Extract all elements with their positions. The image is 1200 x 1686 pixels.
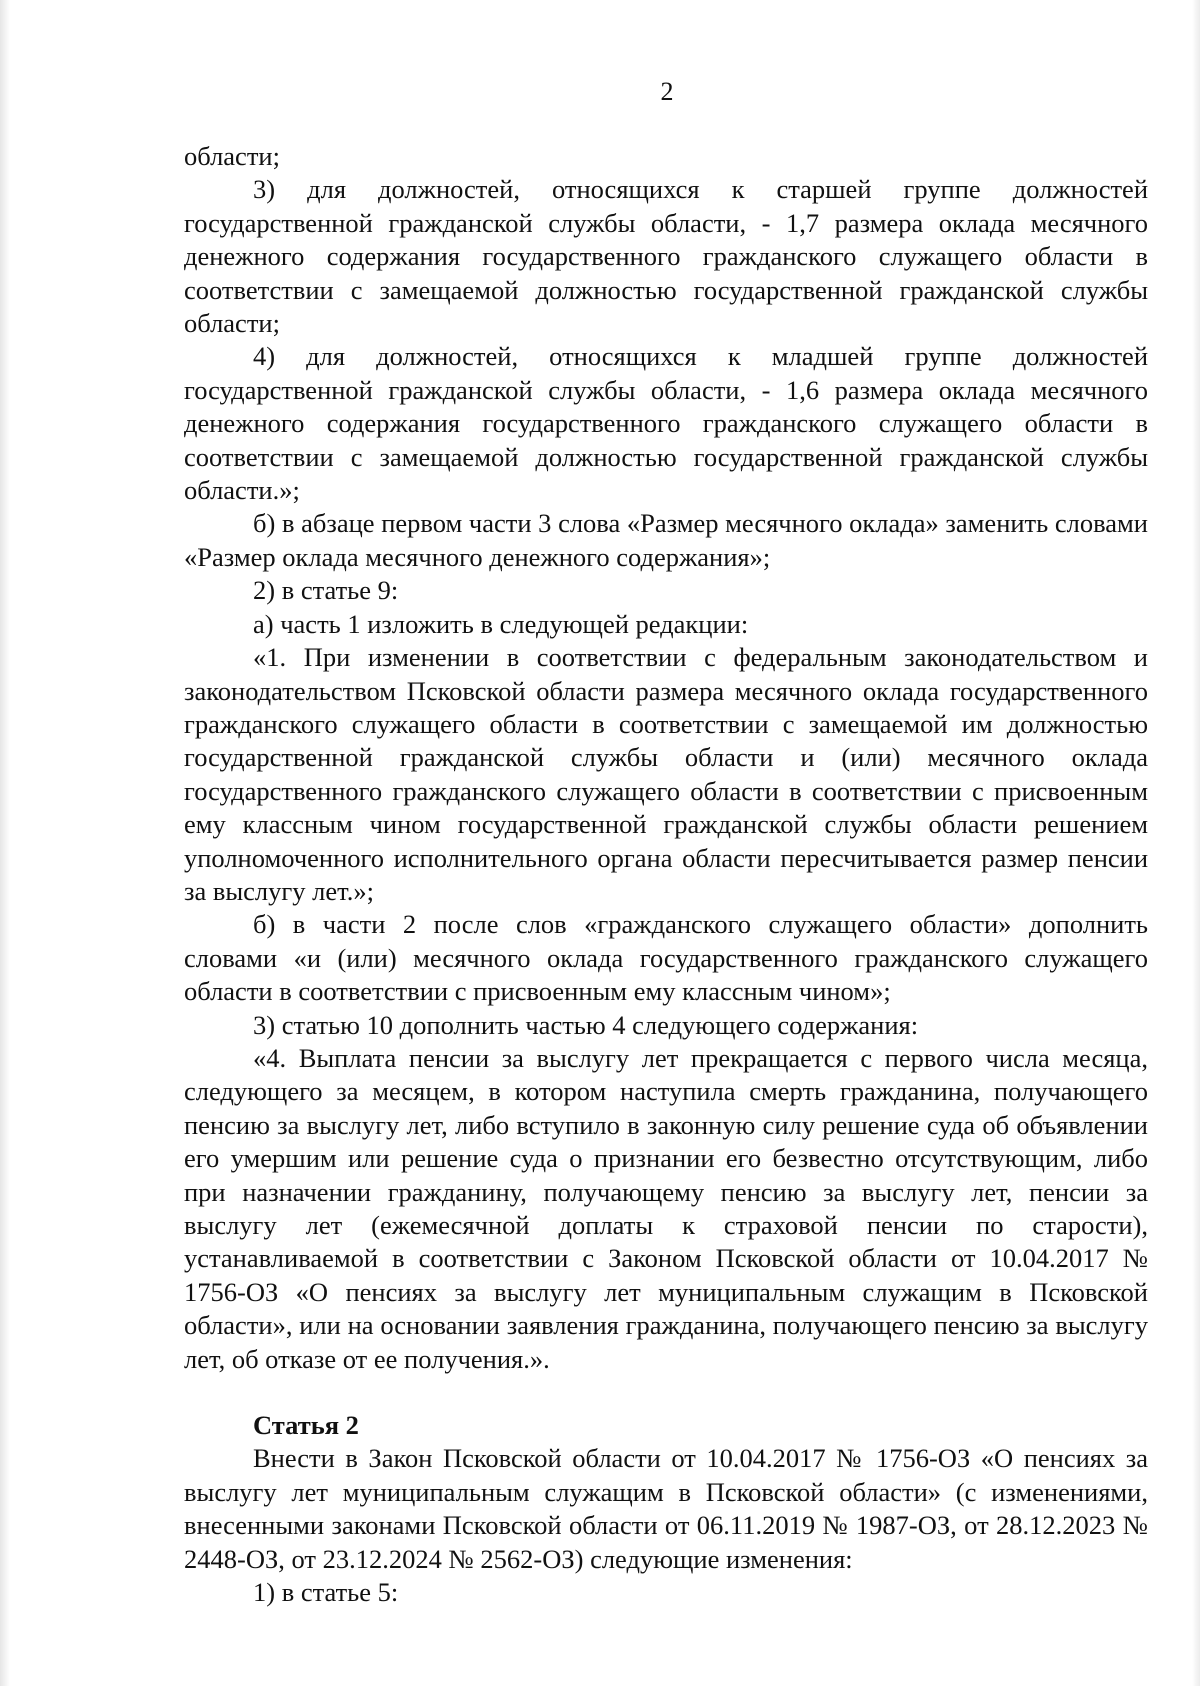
- page-number: 2: [660, 77, 674, 106]
- document-body: [184, 140, 1148, 1609]
- paragraph-quote-part-4: «4. Выплата пенсии за выслугу лет прекращается с первого числа месяца, следующего за месяцем, в котором наступила смерть гражданина, получающего пенсию за выслугу лет, либо вступило в законную силу решение суда об объявлении его умершим или решение суда о признании его безвестно отсутствующим, либо при назначении гражданину, получающему пенсию за выслугу лет, пенсии за выслугу лет (ежемесячной доплаты к страховой пенсии по старости), устанавливаемой в соответствии с Законом Псковской области от 10.04.2017 № 1756-ОЗ «О пенсиях за выслугу лет муниципальным служащим в Псковской области», или на основании заявления гражданина, получающего пенсию за выслугу лет, об отказе от ее получения.».: [184, 1042, 1148, 1374]
- paragraph-item-b-part-3: б) в абзаце первом части 3 слова «Размер месячного оклада» заменить словами «Размер оклада месячного денежного содержания»;: [184, 508, 1148, 572]
- paragraph-continuation: области;: [184, 141, 280, 171]
- paragraph-item-4: 4) для должностей, относящихся к младшей группе должностей государственной гражданской службы области, - 1,6 размера оклада месячного денежного содержания государственного гражданского служащего области в соответствии с замещаемой должностью государственной гражданской службы области.»;: [184, 341, 1148, 506]
- paragraph-quote-part-1: «1. При изменении в соответствии с федеральным законодательством и законодательством Псковской области размера месячного оклада государственного гражданского служащего области в соответствии с замещаемой им должностью государственной гражданской службы области и (или) месячного оклада государственного гражданского служащего области в соответствии с присвоенным ему классным чином государственной гражданской службы области решением уполномоченного исполнительного органа области пересчитывается размер пенсии за выслугу лет.»;: [184, 642, 1148, 906]
- paragraph-item-a: а) часть 1 изложить в следующей редакции:: [253, 608, 749, 639]
- scan-edge-left: [0, 0, 10, 1686]
- paragraph-item-b-part-2: б) в части 2 после слов «гражданского служащего области» дополнить словами «и (или) месячного оклада государственного гражданского служащего области в соответствии с присвоенным ему классным чином»;: [184, 909, 1148, 1007]
- paragraph-article-9: 2) в статье 9:: [253, 575, 399, 606]
- paragraph-article-10: 3) статью 10 дополнить частью 4 следующего содержания:: [253, 1009, 919, 1040]
- paragraph-article-5: 1) в статье 5:: [253, 1577, 399, 1608]
- paragraph-item-3: 3) для должностей, относящихся к старшей группе должностей государственной гражданской службы области, - 1,7 размера оклада месячного денежного содержания государственного гражданского служащего области в соответствии с замещаемой должностью государственной гражданской службы области;: [184, 174, 1148, 339]
- scan-edge-right: [1192, 0, 1200, 1686]
- article-heading: Статья 2: [253, 1410, 359, 1441]
- paragraph-article-2-intro: Внести в Закон Псковской области от 10.04.2017 № 1756-ОЗ «О пенсиях за выслугу лет муниципальным служащим в Псковской области» (с изменениями, внесенными законами Псковской области от 06.11.2019 № 1987-ОЗ, от 28.12.2023 № 2448-ОЗ, от 23.12.2024 № 2562-ОЗ) следующие изменения:: [184, 1443, 1148, 1574]
